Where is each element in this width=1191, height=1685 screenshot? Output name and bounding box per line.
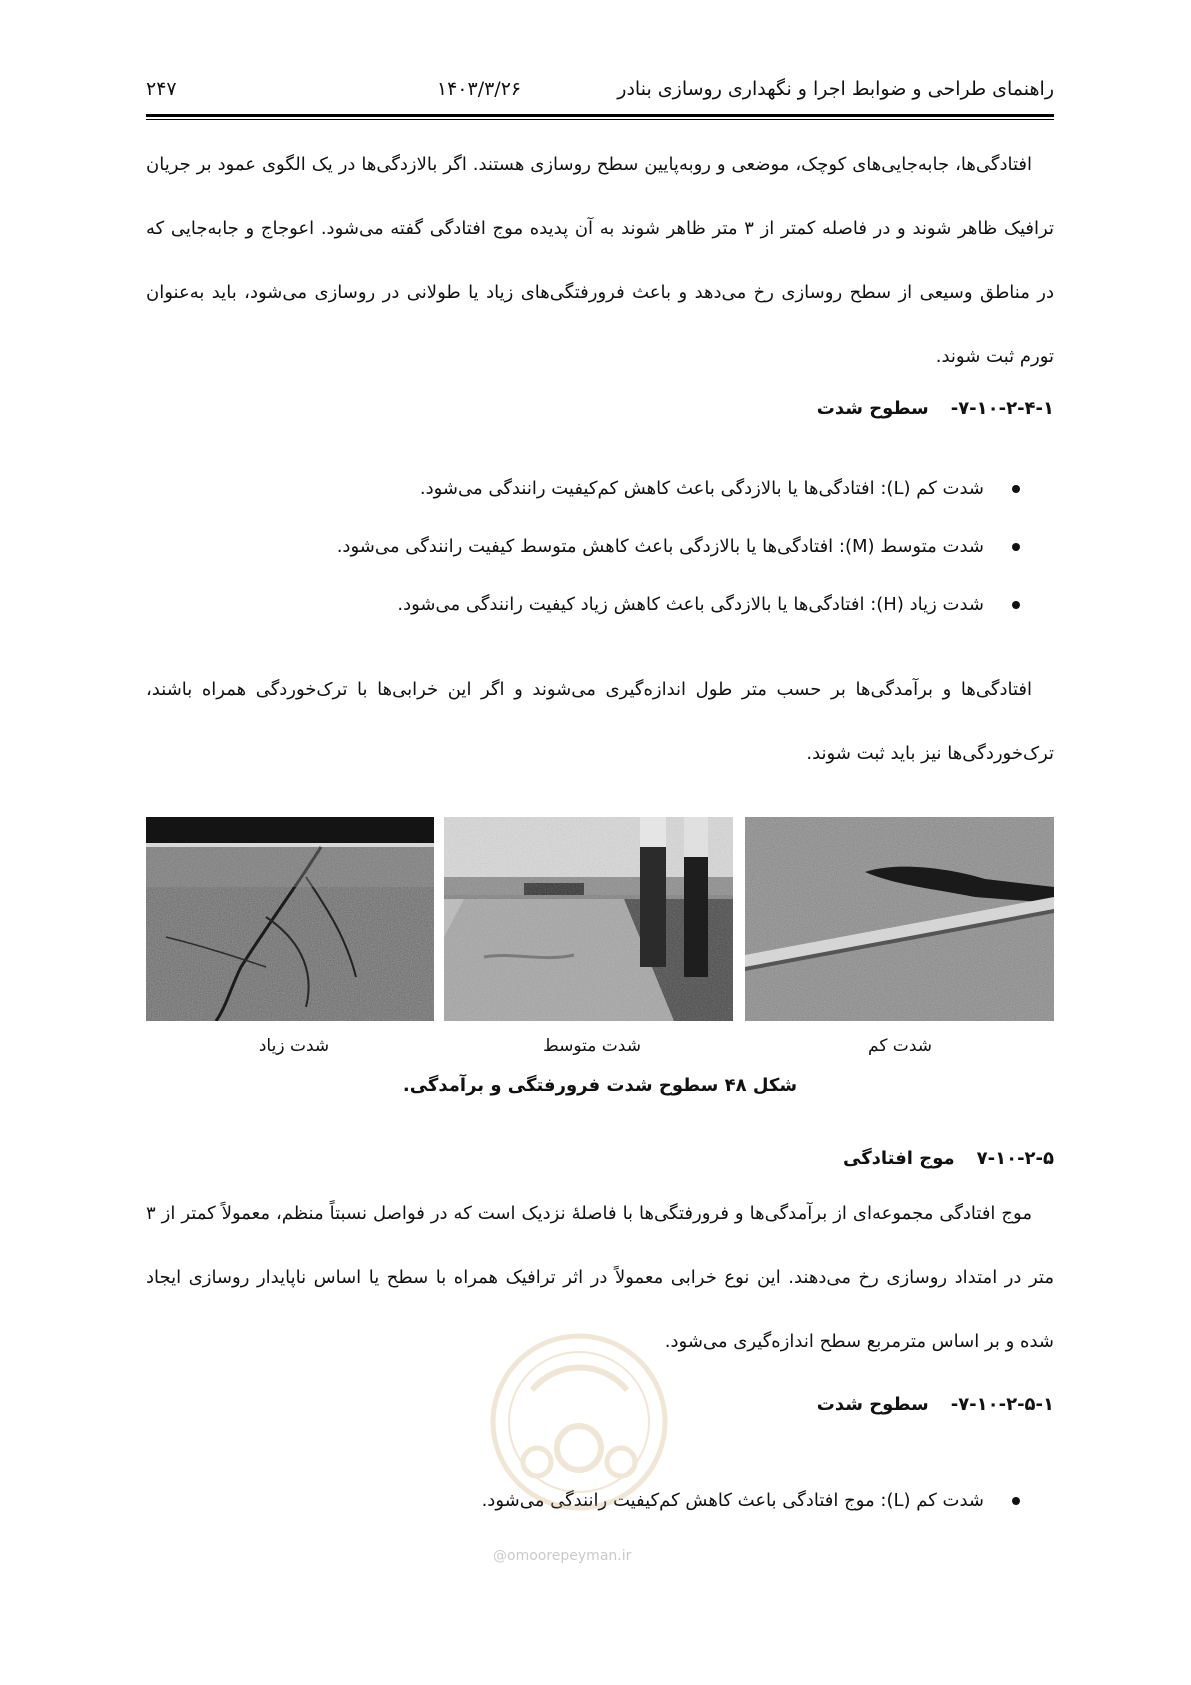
list-item [260, 576, 1020, 634]
caption-high: شدت زیاد [258, 1036, 330, 1056]
list-item-text: شدت زیاد (H): افتادگی‌ها یا بالازدگی باعث کاهش زیاد کیفیت رانندگی می‌شود. [397, 594, 984, 615]
watermark-url: @omoorepeyman.ir [493, 1548, 632, 1564]
figure-photos [146, 817, 1054, 1021]
list-item [260, 460, 1020, 518]
section-title: سطوح شدت [816, 1394, 929, 1415]
list-item-text: شدت کم (L): موج افتادگی باعث کاهش کم‌کیفیت رانندگی می‌شود. [481, 1490, 984, 1511]
severity-list-1 [260, 460, 1020, 634]
photo-medium-severity [444, 817, 733, 1021]
section-title: موج افتادگی [843, 1148, 955, 1169]
section-heading-severity-2 [817, 1394, 1054, 1415]
section-number: ۷-۱۰-۲-۴-۱- [950, 398, 1054, 419]
section-number: ۷-۱۰-۲-۵ [976, 1148, 1054, 1169]
paragraph-depressions-intro: افتادگی‌ها، جابه‌جایی‌های کوچک، موضعی و روبه‌پایین سطح روسازی هستند. اگر بالازدگی‌ها در یک الگوی عمود بر جریان ترافیک ظاهر شوند و در فاصله کمتر از ۳ متر ظاهر شوند به آن پدیده موج افتادگی گفته می‌شود. اعوجاج و جابه‌جایی که در مناطق وسیعی از سطح روسازی رخ می‌دهد و باعث فرورفتگی‌های زیاد یا طولانی در روسازی می‌شود، باید به‌عنوان تورم ثبت شوند. [146, 154, 1054, 367]
watermark-seal-icon [487, 1330, 672, 1515]
paragraph-measurement: افتادگی‌ها و برآمدگی‌ها بر حسب متر طول اندازه‌گیری می‌شوند و اگر این خرابی‌ها با ترک‌خوردگی همراه باشند، ترک‌خوردگی‌ها نیز باید ثبت شوند. [146, 679, 1054, 764]
header-rule-thin [146, 119, 1054, 120]
section-heading-corrugation [843, 1148, 1054, 1169]
list-item-text: شدت متوسط (M): افتادگی‌ها یا بالازدگی باعث کاهش متوسط کیفیت رانندگی می‌شود. [336, 536, 984, 557]
header-rule-thick [146, 114, 1054, 117]
page-number: ۲۴۷ [146, 78, 177, 100]
section-title: سطوح شدت [816, 398, 929, 419]
paragraph-corrugation: موج افتادگی مجموعه‌ای از برآمدگی‌ها و فرورفتگی‌ها با فاصلهٔ نزدیک است که در فواصل نسبتاً منظم، معمولاً کمتر از ۳ متر در امتداد روسازی رخ می‌دهند. این نوع خرابی معمولاً در اثر ترافیک همراه با سطح یا اساس ناپایدار روسازی ایجاد شده و بر اساس مترمربع سطح اندازه‌گیری می‌شود. [146, 1203, 1054, 1352]
section-heading-severity-1 [817, 398, 1054, 419]
photo-low-severity [745, 817, 1054, 1021]
bullet-icon [1012, 543, 1020, 551]
list-item-text: شدت کم (L): افتادگی‌ها یا بالازدگی باعث کاهش کم‌کیفیت رانندگی می‌شود. [419, 478, 984, 499]
photo-high-severity [146, 817, 434, 1021]
list-item [260, 518, 1020, 576]
caption-low: شدت کم [868, 1036, 932, 1056]
header-date: ۱۴۰۳/۳/۲۶ [436, 78, 522, 100]
caption-medium: شدت متوسط [543, 1036, 641, 1056]
section-number: ۷-۱۰-۲-۵-۱- [950, 1394, 1054, 1415]
page-header [146, 78, 1054, 112]
bullet-icon [1012, 485, 1020, 493]
figure-title: شکل ۴۸ سطوح شدت فرورفتگی و برآمدگی. [402, 1075, 798, 1096]
header-title: راهنمای طراحی و ضوابط اجرا و نگهداری روسازی بنادر [617, 78, 1054, 100]
bullet-icon [1012, 1497, 1020, 1505]
bullet-icon [1012, 601, 1020, 609]
